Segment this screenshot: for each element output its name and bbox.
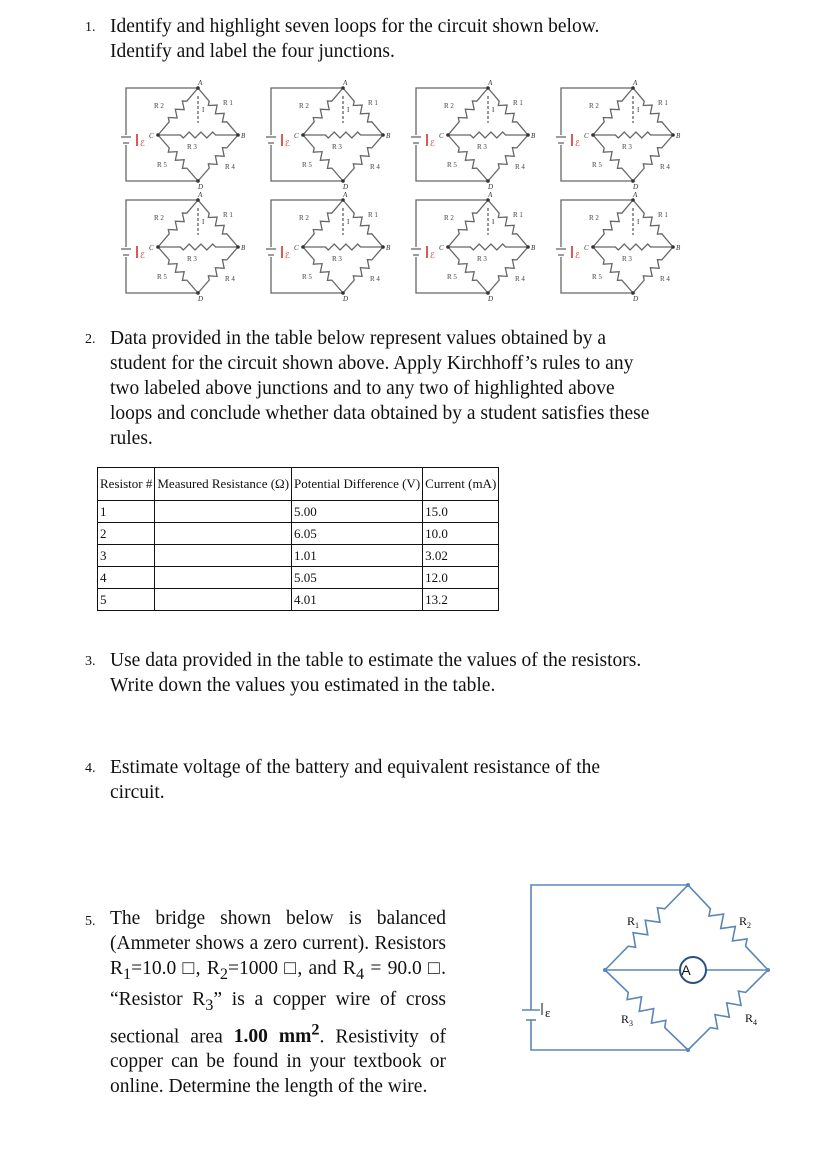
table-cell: 5.00 [292, 501, 423, 523]
label-r4: R 4 [660, 163, 670, 171]
header-cell: Potential Difference (V) [292, 468, 423, 501]
question-text: The bridge shown below is balanced (Ammeter shows a zero current). Resistors $R_1=10.0$ □, $R_2=1000$ □, and $R_4 = 90.0$ □. “Resistor $R_3$” is a copper wire of cross sectional area 1.00 $mm^2$. Resistivity of copper can be found in your textbook or online. Determine the length of the wire. [110, 908, 447, 1098]
emf-label: ℰ [140, 251, 145, 260]
question-5 [85, 906, 447, 1099]
label-r4: R 4 [515, 275, 525, 283]
resistor-r2 [158, 88, 198, 135]
resistor-r4 [488, 247, 528, 293]
table-cell [155, 523, 292, 545]
label-r2: R 2 [154, 214, 164, 222]
junction-label-c: C [439, 244, 444, 252]
label-r3: R 3 [477, 255, 487, 263]
ammeter-label: A [681, 962, 691, 978]
question-number: 2. [85, 332, 96, 347]
table-cell [155, 589, 292, 611]
table-cell: 3.02 [423, 545, 499, 567]
question-1 [85, 14, 750, 64]
resistor-r2 [158, 200, 198, 247]
junction-label-c: C [294, 132, 299, 140]
junction-label-c: C [149, 244, 154, 252]
resistor-r5 [303, 135, 343, 181]
resistor-r3 [593, 244, 673, 250]
resistor-r5 [448, 247, 488, 293]
header-cell: Measured Resistance (Ω) [155, 468, 292, 501]
current-label: I [202, 218, 205, 226]
question-text: circuit. [110, 782, 165, 803]
resistor-r2 [688, 885, 768, 970]
question-text: loops and conclude whether data obtained by a student satisfies these [110, 403, 650, 424]
label-r4: R 4 [370, 275, 380, 283]
junction-label-b: B [241, 244, 246, 252]
junction-label-a: A [633, 79, 638, 87]
label-r2: R 2 [589, 214, 599, 222]
circuit-diagram-2 [265, 78, 405, 190]
table-row [98, 545, 499, 567]
junction-label-a: A [198, 79, 203, 87]
circuit-diagram-1 [120, 78, 260, 190]
table-cell: 15.0 [423, 501, 499, 523]
label-r3: R 3 [187, 255, 197, 263]
table-header-row [98, 468, 499, 501]
label-r1: R 1 [223, 99, 233, 107]
table-cell: 4 [98, 567, 155, 589]
question-2 [85, 326, 750, 451]
resistor-r2 [593, 88, 633, 135]
label-r4: R 4 [515, 163, 525, 171]
resistor-r5 [593, 135, 633, 181]
junction-label-b: B [386, 132, 391, 140]
junction-label-b: B [241, 132, 246, 140]
table-row [98, 589, 499, 611]
question-text: two labeled above junctions and to any two of highlighted above [110, 378, 615, 399]
junction-label-d: D [488, 183, 494, 190]
resistor-r4 [343, 247, 383, 293]
label-r4: R 4 [370, 163, 380, 171]
junction-label-b: B [386, 244, 391, 252]
label-r2: R 2 [589, 102, 599, 110]
resistor-r4 [633, 135, 673, 181]
table-cell: 6.05 [292, 523, 423, 545]
current-label: I [637, 218, 640, 226]
question-text: student for the circuit shown above. Apply Kirchhoff’s rules to any [110, 353, 634, 374]
resistor-r3 [448, 132, 528, 138]
resistor-r2 [303, 200, 343, 247]
label-r1: R 1 [368, 211, 378, 219]
junction-label-a: A [633, 191, 638, 199]
label-r3: R 3 [622, 255, 632, 263]
circuit-diagram-6 [265, 190, 405, 302]
junction-label-c: C [294, 244, 299, 252]
resistor-r3 [593, 132, 673, 138]
current-label: I [347, 106, 350, 114]
resistor-r2 [448, 88, 488, 135]
question-text: Estimate voltage of the battery and equivalent resistance of the [110, 757, 601, 778]
junction-label-d: D [343, 295, 349, 302]
junction-label-a: A [488, 79, 493, 87]
label-r3: R 3 [477, 143, 487, 151]
resistor-r5 [158, 247, 198, 293]
label-r1: R 1 [658, 211, 668, 219]
junction-label-b: B [676, 132, 681, 140]
label-r5: R 5 [447, 273, 457, 281]
resistor-r4 [343, 135, 383, 181]
label-r4: $R_4$ [745, 1011, 758, 1027]
question-text: Identify and label the four junctions. [110, 41, 395, 62]
resistor-r3 [158, 132, 238, 138]
question-number: 4. [85, 761, 96, 776]
question-number: 1. [85, 20, 96, 35]
label-r1: R 1 [223, 211, 233, 219]
junction-label-b: B [531, 132, 536, 140]
label-r2: R 2 [299, 214, 309, 222]
junction-label-a: A [343, 191, 348, 199]
label-r5: R 5 [302, 273, 312, 281]
label-r3: R 3 [187, 143, 197, 151]
table-cell: 13.2 [423, 589, 499, 611]
label-r5: R 5 [592, 273, 602, 281]
label-r3: $R_3$ [621, 1012, 634, 1028]
label-r5: R 5 [592, 161, 602, 169]
resistor-r3 [158, 244, 238, 250]
label-r3: R 3 [622, 143, 632, 151]
table-cell: 3 [98, 545, 155, 567]
junction-label-d: D [633, 295, 639, 302]
resistor-r5 [158, 135, 198, 181]
label-r3: R 3 [332, 143, 342, 151]
resistor-r2 [593, 200, 633, 247]
table-row [98, 501, 499, 523]
circuit-diagram-3 [410, 78, 550, 190]
label-r4: R 4 [225, 163, 235, 171]
emf-label: ℰ [575, 251, 580, 260]
header-cell: Resistor # [98, 468, 155, 501]
table-cell: 4.01 [292, 589, 423, 611]
label-r2: R 2 [154, 102, 164, 110]
emf-label: ℰ [285, 139, 290, 148]
label-r4: R 4 [225, 275, 235, 283]
label-r5: R 5 [157, 161, 167, 169]
resistor-r4 [488, 135, 528, 181]
table-row [98, 523, 499, 545]
junction-label-c: C [584, 244, 589, 252]
junction-label-c: C [584, 132, 589, 140]
junction-label-d: D [198, 295, 204, 302]
table-cell: 1 [98, 501, 155, 523]
label-r2: R 2 [299, 102, 309, 110]
question-text: Identify and highlight seven loops for the circuit shown below. [110, 16, 600, 37]
label-r1: R 1 [513, 99, 523, 107]
junction-label-d: D [633, 183, 639, 190]
emf-label: ℰ [430, 139, 435, 148]
resistor-r2 [448, 200, 488, 247]
data-table [97, 467, 499, 611]
resistor-r3 [448, 244, 528, 250]
circuit-diagram-5 [120, 190, 260, 302]
emf-label: ℰ [140, 139, 145, 148]
resistor-r3 [605, 970, 688, 1050]
label-r5: R 5 [447, 161, 457, 169]
label-r3: R 3 [332, 255, 342, 263]
circuit-diagram-7 [410, 190, 550, 302]
current-label: I [347, 218, 350, 226]
emf-label: ℰ [430, 251, 435, 260]
question-text: Write down the values you estimated in the table. [110, 675, 496, 696]
table-cell [155, 545, 292, 567]
junction-label-a: A [343, 79, 348, 87]
question-3 [85, 648, 750, 698]
emf-label: ℰ [575, 139, 580, 148]
table-cell: 1.01 [292, 545, 423, 567]
label-r4: R 4 [660, 275, 670, 283]
current-label: I [492, 218, 495, 226]
resistor-r4 [198, 135, 238, 181]
table-row [98, 567, 499, 589]
junction-label-d: D [488, 295, 494, 302]
label-r1: $R_1$ [627, 914, 640, 930]
table-cell: 10.0 [423, 523, 499, 545]
current-label: I [202, 106, 205, 114]
junction-label-b: B [531, 244, 536, 252]
resistor-r1 [605, 885, 688, 970]
junction-label-c: C [149, 132, 154, 140]
resistor-r4 [198, 247, 238, 293]
emf-label: ℰ [285, 251, 290, 260]
junction-label-a: A [198, 191, 203, 199]
current-label: I [492, 106, 495, 114]
question-text: Use data provided in the table to estimate the values of the resistors. [110, 650, 642, 671]
question-text: Data provided in the table below represent values obtained by a [110, 328, 606, 349]
header-cell: Current (mA) [423, 468, 499, 501]
table-cell [155, 567, 292, 589]
wheatstone-bridge-diagram [520, 875, 780, 1060]
table-cell: 2 [98, 523, 155, 545]
label-r2: $R_2$ [739, 914, 752, 930]
question-number: 3. [85, 654, 96, 669]
label-r2: R 2 [444, 102, 454, 110]
resistor-r3 [303, 244, 383, 250]
circuit-diagram-4 [555, 78, 695, 190]
table-cell: 5 [98, 589, 155, 611]
label-r2: R 2 [444, 214, 454, 222]
circuit-diagram-8 [555, 190, 695, 302]
junction-label-a: A [488, 191, 493, 199]
resistor-r3 [303, 132, 383, 138]
label-r1: R 1 [368, 99, 378, 107]
table-cell [155, 501, 292, 523]
current-label: I [637, 106, 640, 114]
label-r5: R 5 [157, 273, 167, 281]
resistor-r2 [303, 88, 343, 135]
resistor-r5 [593, 247, 633, 293]
label-r1: R 1 [658, 99, 668, 107]
table-cell: 5.05 [292, 567, 423, 589]
junction-label-c: C [439, 132, 444, 140]
question-text: rules. [110, 428, 153, 449]
resistor-r5 [448, 135, 488, 181]
junction-label-d: D [198, 183, 204, 190]
junction-label-d: D [343, 183, 349, 190]
table-cell: 12.0 [423, 567, 499, 589]
junction-label-b: B [676, 244, 681, 252]
resistor-r4 [633, 247, 673, 293]
emf-label: ε [545, 1005, 551, 1020]
resistor-r5 [303, 247, 343, 293]
label-r5: R 5 [302, 161, 312, 169]
question-number: 5. [85, 914, 96, 929]
question-4 [85, 755, 750, 805]
label-r1: R 1 [513, 211, 523, 219]
